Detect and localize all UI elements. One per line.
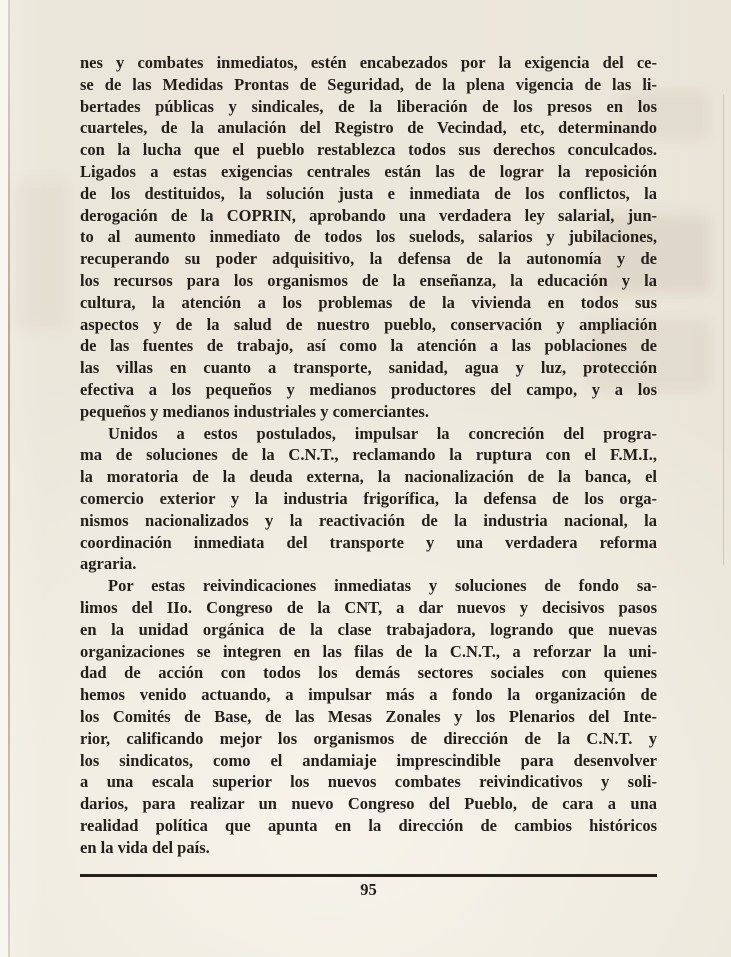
text-line: dad de acción con todos los demás sectores sociales con quienes bbox=[80, 663, 657, 683]
text-line: los recursos para los organismos de la enseñanza, la educación y la bbox=[80, 270, 657, 290]
text-line: realidad política que apunta en la dirección de cambios históricos bbox=[80, 815, 657, 835]
text-line: aspectos y de la salud de nuestro pueblo, conservación y ampliación bbox=[80, 314, 657, 334]
text-line: se de las Medidas Prontas de Seguridad, de la plena vigencia de las li- bbox=[80, 74, 657, 94]
text-line: limos del IIo. Congreso de la CNT, a dar nuevos y decisivos pasos bbox=[80, 597, 657, 617]
page-left-edge-line bbox=[8, 0, 10, 957]
text-line: to al aumento inmediato de todos los suelods, salarios y jubilaciones, bbox=[80, 227, 657, 247]
text-line: cultura, la atención a los problemas de la vivienda en todos sus bbox=[80, 292, 657, 312]
footer-rule bbox=[80, 874, 657, 877]
text-line: con la lucha que el pueblo restablezca todos sus derechos conculcados. bbox=[80, 140, 657, 160]
text-line: los Comités de Base, de las Mesas Zonales y los Plenarios del Inte- bbox=[80, 706, 657, 726]
text-line: comercio exterior y la industria frigorífica, la defensa de los orga- bbox=[80, 488, 657, 508]
paragraph bbox=[80, 423, 657, 576]
paragraph bbox=[80, 575, 657, 858]
text-line: Unidos a estos postulados, impulsar la concreción del progra- bbox=[108, 423, 657, 443]
text-line: darios, para realizar un nuevo Congreso del Pueblo, de cara a una bbox=[80, 794, 657, 814]
text-line: derogación de la COPRIN, aprobando una verdadera ley salarial, jun- bbox=[80, 205, 657, 225]
text-line: bertades públicas y sindicales, de la liberación de los presos en los bbox=[80, 96, 657, 116]
paragraph bbox=[80, 52, 657, 423]
text-line: Por estas reivindicaciones inmediatas y soluciones de fondo sa- bbox=[108, 576, 657, 596]
text-line: efectiva a los pequeños y medianos productores del campo, y a los bbox=[80, 379, 657, 399]
text-line: nes y combates inmediatos, estén encabezados por la exigencia del ce- bbox=[80, 53, 657, 72]
ink-bleed-ghost bbox=[16, 180, 68, 330]
text-line: a una escala superior los nuevos combates reivindicativos y soli- bbox=[80, 772, 657, 792]
page-number: 95 bbox=[360, 880, 377, 899]
text-line: cuarteles, de la anulación del Registro de Vecindad, etc, determinando bbox=[80, 118, 657, 138]
text-line: los sindicatos, como el andamiaje imprescindible para desenvolver bbox=[80, 750, 657, 770]
text-line: en la unidad orgánica de la clase trabajadora, logrando que nuevas bbox=[80, 619, 657, 639]
page-left-edge bbox=[0, 0, 8, 957]
text-line: en la vida del país. bbox=[80, 837, 210, 857]
page-footer bbox=[80, 874, 657, 900]
text-line: de las fuentes de trabajo, así como la atención a las poblaciones de bbox=[80, 336, 657, 356]
text-line: ma de soluciones de la C.N.T., reclamando la ruptura con el F.M.I., bbox=[80, 445, 657, 465]
text-line: la moratoria de la deuda externa, la nacionalización de la banca, el bbox=[80, 467, 657, 487]
text-line: nismos nacionalizados y la reactivación de la industria nacional, la bbox=[80, 510, 657, 530]
text-line: hemos venido actuando, a impulsar más a fondo la organización de bbox=[80, 685, 657, 705]
body-text bbox=[80, 52, 657, 858]
text-line: las villas en cuanto a transporte, sanidad, agua y luz, protección bbox=[80, 358, 657, 378]
text-line: agraria. bbox=[80, 554, 137, 574]
text-line: organizaciones se integren en las filas de la C.N.T., a reforzar la uni- bbox=[80, 641, 657, 661]
text-line: Ligados a estas exigencias centrales están las de lograr la reposición bbox=[80, 161, 657, 181]
text-line: de los destituidos, la solución justa e inmediata de los conflictos, la bbox=[80, 183, 657, 203]
text-line: rior, calificando mejor los organismos de dirección de la C.N.T. y bbox=[80, 728, 657, 748]
page-right-edge-line bbox=[723, 95, 724, 565]
text-line: pequeños y medianos industriales y comerciantes. bbox=[80, 401, 429, 421]
text-line: coordinación inmediata del transporte y una verdadera reforma bbox=[80, 532, 657, 552]
text-line: recuperando su poder adquisitivo, la defensa de la autonomía y de bbox=[80, 249, 657, 269]
